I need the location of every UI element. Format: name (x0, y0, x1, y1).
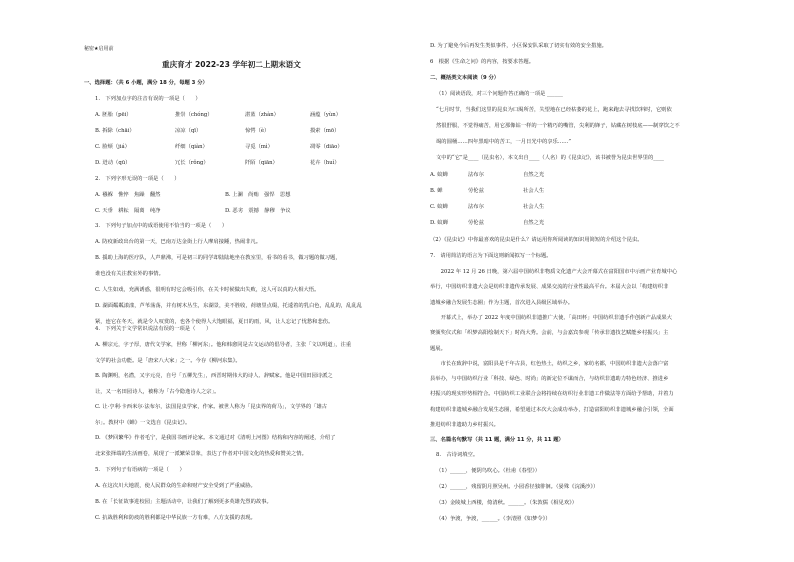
question-4-line: B. 陶渊明，名潜，又字元亮，自号「五柳先生」，西晋时期伟大的诗人、辞赋家。他是中国田园诗派之 (95, 373, 333, 379)
question-1-option-cell: 阡陌（qiān） (245, 160, 278, 166)
question-2: 2. 下列字形无误的一项是（ ） (95, 176, 180, 182)
question-1-option-cell: 冗长（rǒng） (175, 160, 209, 166)
section-1-heading: 一、选择题：（共 6 小题，满分 18 分，每题 3 分） (84, 80, 208, 86)
question-3-line: 紧，连它在冬天，就是令人叹赏的，也各个使得人大饱眼福，夏日的雨，风，让人忘记了忧愁和悲伤。 (95, 319, 334, 325)
section-2-heading: 二、概括类文本阅读（9 分） (430, 75, 500, 81)
question-8: 8. 古诗词填空。 (436, 452, 479, 458)
question-1-option-cell: 推崇（chóng） (175, 112, 213, 118)
question-4-line: 文学的社会功能。是「唐宋八大家」之一。今存《柳河东集》。 (95, 357, 241, 364)
question-1-option-cell: 花卉（huì） (310, 160, 340, 166)
page-title: 重庆育才 2022-23 学年初二上期末语文 (162, 60, 301, 69)
question-4-line: A. 柳宗元，字子厚，唐代文学家，世称「柳河东」。他和韩愈同是古文运动的倡导者，主张「文以明道」，注重 (95, 342, 352, 348)
question-1-option-cell: 惊愕（è） (245, 128, 270, 134)
news-passage-line: 举行，中国纺织非遗大会是纺织非遗传承发展、成果交流的行业性最高平台。本届大会以「构建纺织非 (430, 284, 669, 291)
question-7: 7. 请用简洁的语言为下面这则新闻拟写一个标题。 (430, 253, 552, 259)
question-1-option-cell: A. 胚胎（pēi） (95, 112, 132, 118)
news-passage-line: 2022 年 12 月 26 日晚，第六届中国纺织非物质文化遗产大会开幕式在富阳国市中示画产业育城中心 (430, 269, 678, 275)
question-1-option-cell: 湛蓝（zhàn） (245, 112, 279, 118)
question-6-part-2: （2）《昆虫记》中你最喜欢的昆虫是什么？请运用你所阅读的知识用简短的介绍这个昆虫。 (430, 237, 643, 243)
question-3: 3. 下列句子加点中的成语使用不恰当的一项是（ ） (95, 223, 228, 229)
question-6-part-1-option: A. 蚊蝉 (430, 172, 448, 178)
passage-line: 然很舒服，不觉得痛苦，用它那像钻一样的一个精巧的嘴管，尖利的锋子，钻藏在树枝底——制穿饮之不 (436, 123, 680, 129)
question-2-option: B. 上澜 尚贿 强悍 思想 (225, 192, 291, 198)
question-1-option-cell: 凉凉（qī） (175, 128, 202, 134)
news-passage-line: 遗城乡融合发展生态圈」作为主题，首次进入县级区域举办。 (430, 299, 574, 306)
news-passage-line: 构建纺织非遗城乡融合发展生态圈，希望通过本次大会成功举办，打造富阳纺织非遗城乡融合引领，全面 (430, 406, 674, 413)
secret-label: 秘密★启用前 (84, 46, 114, 52)
section-3-heading: 三、名篇名句默写（共 11 题，满分 11 分，共 11 题） (430, 437, 564, 443)
question-3-line: A. 防疫新政出台的第一天，巴南万达金街上行人摩肩接踵，热闹非凡。 (95, 239, 262, 245)
question-1-option-cell: 凋零（diāo） (310, 144, 343, 150)
news-passage-line: 村振兴的现实形势相符合。中国纺织工业联合会将持续在纺织行业非遗工作做法等方面给予帮助，并着力 (430, 391, 674, 398)
question-5-option-d: D. 为了避免今后再发生类似事件，小区保安队采取了切实有效的安全措施。 (430, 43, 607, 49)
question-1-option-cell: B. 拆除（chāi） (95, 128, 135, 134)
question-4-line: 北宋张择端的生活画卷，展现了一派繁荣景象，表达了作者对中国文化的热爱和赞美之情。 (95, 450, 307, 457)
question-4-line: C. 让·亨利·卡西米尔·法布尔，法国昆虫学家，作家。被世人称为「昆虫界的荷马」，文学界的「雄古 (95, 404, 328, 410)
question-2-option: A. 襁褓 憔悴 焦躁 翻然 (95, 192, 161, 198)
news-passage-line: 赛颁奖仪式和「织梦高阳绘制天下」时尚大秀。会前，与会嘉宾参观「传承非遗技艺赋能乡村振兴」主 (430, 330, 669, 337)
question-1-option-cell: 涵蕴（yùn） (310, 112, 342, 118)
passage-line: 文中的“它”是____（昆虫名），本文出自____（人名）的《昆虫记》，该书被誉为昆虫世界里的____ (436, 155, 664, 161)
question-3-line: C. 人生如戏，充满诱惑，很明有时它会吸引你，在关卡时候做出失败，这人可以真的大相大悟。 (95, 287, 320, 293)
question-6-part-1-option: 社会人生 (523, 188, 545, 194)
question-6-part-1-option: 法布尔 (468, 204, 484, 210)
question-4-line: 尔」。教材中《蝉》一文选自《昆虫记》。 (95, 419, 191, 426)
question-6: 6 根据《生命之问》的内容，按要求答题。 (430, 59, 535, 65)
news-passage-line: 市长在致辞中说，富阳县是千年古县，红色热土，纺织之乡，家纺名都，中国纺织非遗大会落户富 (430, 360, 669, 367)
question-3-line: B. 援助上海的医疗队，人声鼎沸，可是初三的同学却陆陆地坐在教室里，看书的看书，做习题的做习题， (95, 255, 341, 261)
passage-line: “七月时节，当我们这里的昆虫为口渴所苦，失望地在已经枯萎的花上，跑来跑去寻找饮料时，它则依 (436, 107, 672, 113)
question-6-part-1: （1）阅读语段，对三个问题作答正确的一项是 ______ (436, 91, 563, 97)
question-6-part-1-option: 社会人生 (523, 204, 545, 210)
question-6-part-1-option: D. 蚊蝉 (430, 220, 449, 226)
question-6-part-1-option: 自然之光 (523, 172, 545, 178)
question-1-option-cell: 摸索（mō） (310, 128, 340, 134)
news-passage-line: 推进纺织非遗助力乡村振兴。 (430, 422, 499, 428)
passage-line: 竭的圆桶……四年黑暗中的苦工，一月日光中的享乐……” (436, 139, 572, 145)
question-4-line: D. 《梦回繁华》作者毛宁，是我国书画评论家。本文通过对《清明上河图》结构和内容的阐述，介绍了 (95, 435, 336, 441)
question-1-option-cell: C. 脸颊（jiá） (95, 144, 130, 150)
right-column (418, 0, 794, 562)
question-5: 5. 下列句子有语病的一项是（ ） (95, 467, 185, 473)
news-passage-line: 县举办，与中国纺织行业「科技、绿色、时尚」的新定位不谋而合，与纺织非遗助力特色经济、推进乡 (430, 376, 669, 383)
question-1-option-cell: 寻觅（mì） (245, 144, 273, 150)
question-1-option-cell: D. 迸动（qū） (95, 160, 131, 166)
question-6-part-1-option: 劳伦兹 (468, 188, 484, 194)
poetry-blank-line: （3）金陵城上西楼，倚清秋。______。（朱敦儒《相见欢》） (436, 500, 578, 506)
question-6-part-1-option: 法布尔 (468, 172, 484, 178)
question-5-line: C. 抗战胜利和防疫的胜利都是中华民族一方有难，八方支援的表现。 (95, 515, 256, 521)
poetry-blank-line: （4）争渡，争渡，______。（李清照《如梦令》） (436, 516, 551, 522)
question-5-line: A. 在这次川大地震，使人民群众的生命和财产安全受到了严重威胁。 (95, 483, 256, 489)
question-2-option: C. 天垂 耕耘 隔离 纯净 (95, 208, 161, 214)
question-1-option-cell: 纤细（qiàn） (175, 144, 208, 150)
question-5-line: B. 在「长征故事进校园」主题活动中，让我们了解到更多英雄先烈的故事。 (95, 499, 272, 505)
question-3-line: D. 湖面粼粼漾漾，芦苇荡荡，并有树木丛生，东湖景，美不胜收，荷塘里点缀，托逶着的乳白色，乱乱的，乱乱乱 (95, 303, 362, 309)
news-passage-line: 题展。 (430, 345, 446, 352)
question-6-part-1-option: 劳伦兹 (468, 220, 484, 226)
question-2-option: D. 恶劣 震撼 静穆 争议 (225, 208, 291, 214)
question-1: 1. 下列加点字的注音有误的一项是（ ） (95, 96, 201, 102)
poetry-blank-line: （2）______，残留阴月照吴州。小园香径独徘徊。（晏殊《浣溪沙》） (436, 484, 599, 490)
question-3-line: 谁也没有关注教室外的事情。 (95, 271, 164, 277)
question-6-part-1-option: C. 蚊蝉 (430, 204, 448, 210)
question-4-line: 让，又一名田园诗人，被称为「古今隐逸诗人之宗」。 (95, 388, 220, 395)
question-6-part-1-option: 自然之光 (523, 220, 545, 226)
news-passage-line: 开幕式上，举办了 2022 年度中国纺织非遗推广大使、「高田杯」中国纺织非遗手作创新产品成果大 (430, 314, 672, 321)
question-4: 4. 下列关于文学常识说法有误的一项是（ ） (95, 326, 212, 332)
question-6-part-1-option: B. 蝉 (430, 188, 443, 194)
poetry-blank-line: （1）______，便阴鸟吹心。（杜甫《春望》） (436, 468, 541, 474)
